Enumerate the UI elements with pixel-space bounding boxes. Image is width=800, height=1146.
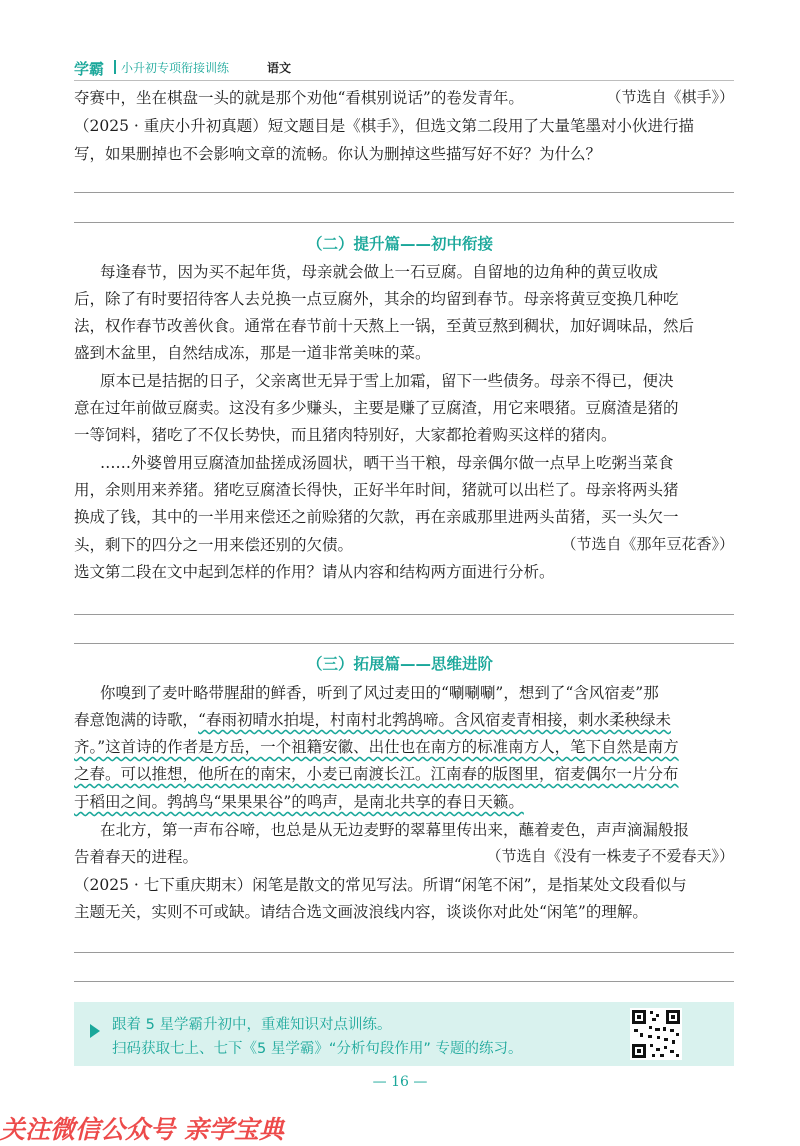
passage-tail: 夺赛中，坐在棋盘一头的就是那个劝他“看棋别说话”的卷发青年。 xyxy=(74,89,524,107)
wavy-underlined-text: 齐。”这首诗的作者是方岳，一个祖籍安徽、出仕也在南方的标准南方人，笔下自然是南方 xyxy=(74,738,679,756)
header-rule xyxy=(74,80,734,81)
source-citation-1: （节选自《棋手》） xyxy=(606,88,734,106)
promo-box xyxy=(74,1002,734,1066)
plain-text: 春意饱满的诗歌， xyxy=(74,711,199,729)
paragraph-line: ……外婆曾用豆腐渣加盐搓成汤圆状，晒干当干粮，母亲偶尔做一点早上吃粥当菜食 xyxy=(100,454,674,472)
answer-line[interactable] xyxy=(74,192,734,193)
paragraph-line: 你嗅到了麦叶略带腥甜的鲜香，听到了风过麦田的“唰唰唰”，想到了“含风宿麦”那 xyxy=(100,684,659,702)
paragraph-line: 原本已是拮据的日子，父亲离世无异于雪上加霜，留下一些债务。母亲不得已，便决 xyxy=(100,372,674,390)
watermark: 关注微信公众号 亲学宝典 xyxy=(0,1115,284,1144)
qr-code-icon[interactable] xyxy=(630,1008,682,1060)
section-3-title: （三）拓展篇——思维进阶 xyxy=(306,655,493,673)
answer-line[interactable] xyxy=(74,614,734,615)
question-3-line-2: 主题无关，实则不可或缺。请结合选文画波浪线内容，谈谈你对此处“闲笔”的理解。 xyxy=(74,903,648,921)
answer-line[interactable] xyxy=(74,222,734,223)
section-2-title: （二）提升篇——初中衔接 xyxy=(306,235,493,253)
page-number: — 16 — xyxy=(372,1074,428,1090)
paragraph-line xyxy=(74,708,734,732)
paragraph-line: 头，剩下的四分之一用来偿还别的欠债。 xyxy=(74,536,354,554)
source-citation-2: （节选自《那年豆花香》） xyxy=(561,535,734,553)
paragraph-line: 用，余则用来养猪。猪吃豆腐渣长得快，正好半年时间，猪就可以出栏了。母亲将两头猪 xyxy=(74,481,679,499)
paragraph-line: 换成了钱，其中的一半用来偿还之前赊猪的欠款，再在亲戚那里进两头苗猪，买一头欠一 xyxy=(74,508,679,526)
question-3-line-1: （2025 · 七下重庆期末）闲笔是散文的常见写法。所谓“闲笔不闲”，是指某处文段看似与 xyxy=(74,876,687,894)
paragraph-line: 一等饲料，猪吃了不仅长势快，而且猪肉特别好，大家都抢着购买这样的猪肉。 xyxy=(74,426,617,444)
paragraph-line: 法，权作春节改善伙食。通常在春节前十天熬上一锅，至黄豆熬到稠状，加好调味品，然后 xyxy=(74,317,695,335)
wavy-underlined-text: “春雨初晴水拍堤，村南村北鹁鸪啼。含风宿麦青相接，刺水柔秧绿未 xyxy=(198,711,671,729)
wavy-underlined-text: 于稻田之间。鹁鸪鸟“果果果谷”的鸣声，是南北共享的春日天籁。 xyxy=(74,793,524,811)
paragraph-line: 意在过年前做豆腐卖。这没有多少赚头，主要是赚了豆腐渣，用它来喂猪。豆腐渣是猪的 xyxy=(74,399,679,417)
subject-label: 语文 xyxy=(267,61,292,75)
question-1-line-2: 写，如果删掉也不会影响文章的流畅。你认为删掉这些描写好不好？为什么？ xyxy=(74,145,602,163)
answer-line[interactable] xyxy=(74,643,734,644)
paragraph-line: 盛到木盆里，自然结成冻，那是一道非常美味的菜。 xyxy=(74,344,431,362)
question-1-line-1: （2025 · 重庆小升初真题）短文题目是《棋手》，但选文第二段用了大量笔墨对小伙进行描 xyxy=(74,117,694,135)
paragraph-line: 每逢春节，因为买不起年货，母亲就会做上一石豆腐。自留地的边角种的黄豆收成 xyxy=(100,263,659,281)
question-2: 选文第二段在文中起到怎样的作用？请从内容和结构两方面进行分析。 xyxy=(74,563,555,581)
paragraph-line: 在北方，第一声布谷啼，也总是从无边麦野的翠幕里传出来，蘸着麦色，声声滴漏般报 xyxy=(100,821,690,839)
paragraph-line: 后，除了有时要招待客人去兑换一点豆腐外，其余的均留到春节。母亲将黄豆变换几种吃 xyxy=(74,290,679,308)
answer-line[interactable] xyxy=(74,981,734,982)
header-divider xyxy=(114,60,116,74)
brand-logo: 学霸 xyxy=(74,60,105,78)
source-citation-3: （节选自《没有一株麦子不爱春天》） xyxy=(486,847,734,865)
answer-line[interactable] xyxy=(74,952,734,953)
series-title: 小升初专项衔接训练 xyxy=(121,61,230,75)
page-header xyxy=(74,46,734,80)
promo-line-2: 扫码获取七上、七下《5 星学霸》“分析句段作用” 专题的练习。 xyxy=(112,1041,523,1057)
wavy-underlined-text: 之春。可以推想，他所在的南宋，小麦已南渡长江。江南春的版图里，宿麦偶尔一片分布 xyxy=(74,765,679,783)
paragraph-line: 告着春天的进程。 xyxy=(74,848,199,866)
promo-line-1: 跟着 5 星学霸升初中，重难知识对点训练。 xyxy=(112,1017,392,1033)
play-arrow-icon xyxy=(90,1024,100,1038)
